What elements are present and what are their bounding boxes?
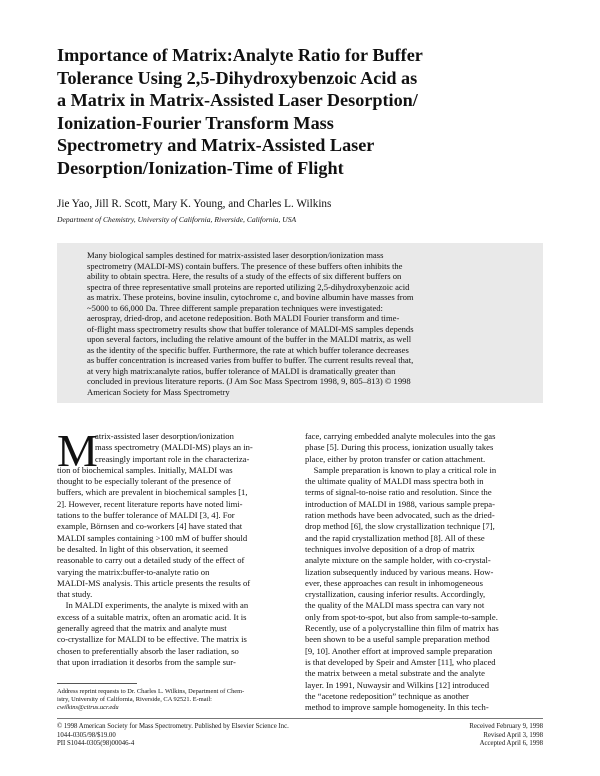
abstract-line: spectra of three representative small proteins are reported utilizing 2,5-dihydroxybenzoic acid	[87, 281, 410, 292]
body-line: thought to be especially tolerant of the presence of	[57, 476, 231, 487]
received-date: Received February 9, 1998	[469, 723, 543, 730]
body-line: tations to the buffer tolerance of MALDI [3, 4]. For	[57, 510, 235, 521]
abstract-line: American Society for Mass Spectrometry	[87, 386, 230, 397]
body-line: excess of a suitable matrix, often an aromatic acid. It is	[57, 611, 247, 622]
body-line: example, Börnsen and co-workers [4] have stated that	[57, 521, 243, 532]
body-column-left	[57, 425, 289, 668]
abstract-line: ability to obtain spectra. Here, the results of a study of the effects of six different buffers on	[87, 271, 402, 281]
body-line: MALDI samples containing >100 mM of buffer should	[57, 532, 248, 543]
abstract-line: at very high matrix:analyte ratios, buffer tolerance of MALDI is dramatically greater than	[87, 365, 396, 376]
body-line: introduction of MALDI in 1988, various sample prepa-	[305, 498, 495, 509]
abstract-box	[57, 243, 543, 403]
body-line: face, carrying embedded analyte molecules into the gas	[305, 431, 496, 441]
body-column-right	[305, 431, 537, 713]
body-line: the matrix between a metal substrate and the analyte	[305, 668, 485, 679]
footer-divider	[57, 718, 543, 719]
body-line: the quality of the MALDI mass spectra can vary not	[305, 600, 485, 611]
body-line: analyte mixture on the sample holder, with co-crystal-	[305, 555, 491, 566]
abstract-line: concluded in previous literature reports. (J Am Soc Mass Spectrom 1998, 9, 805–813) © 1998	[87, 376, 411, 386]
body-line: co-crystallize for MALDI to be effective. The matrix is	[57, 634, 247, 645]
body-line: atrix-assisted laser desorption/ionization	[95, 431, 234, 441]
body-line: terms of signal-to-noise ratio and resolution. Since the	[305, 487, 492, 498]
body-line: been shown to be a useful sample preparation method	[305, 634, 490, 645]
body-line: is that developed by Speir and Amster [11], who placed	[305, 656, 496, 667]
drop-cap: M	[57, 425, 98, 476]
abstract-text	[87, 250, 517, 397]
revised-date: Revised April 3, 1998	[483, 731, 543, 739]
affiliation: Department of Chemistry, University of California, Riverside, California, USA	[57, 215, 297, 224]
body-line: the “acetone redeposition” technique as another	[305, 690, 469, 701]
abstract-line: as the identity of the specific buffer. Furthermore, the rate at which buffer tolerance decreases	[87, 344, 409, 355]
body-line: reasonable to carry out a detailed study of the effect of	[57, 555, 245, 566]
abstract-line: upon several factors, including the relative amount of the buffer in the MALDI matrix, as well	[87, 334, 412, 344]
body-line: phase [5]. During this process, ionization usually takes	[305, 442, 494, 453]
body-line: In MALDI experiments, the analyte is mixed with an	[57, 600, 249, 611]
body-line: the ultimate quality of MALDI mass spectra both in	[305, 476, 484, 487]
title-line: Tolerance Using 2,5-Dihydroxybenzoic Acid as	[57, 67, 418, 88]
footnote	[57, 688, 289, 712]
body-line: drop method [6], the slow crystallization technique [7],	[305, 521, 495, 532]
article-title	[57, 44, 557, 180]
issn-line: 1044-0305/98/$19.00	[57, 731, 116, 739]
abstract-line: of-flight mass spectrometry results show that buffer tolerance of MALDI-MS samples depends	[87, 323, 414, 334]
body-line: ration methods have been advocated, such as the dried-	[305, 510, 495, 521]
body-line: layer. In 1991, Nuwaysir and Wilkins [12] introduced	[305, 679, 489, 690]
body-line: chosen to preferentially absorb the laser radiation, so	[57, 645, 239, 656]
body-line: that upon irradiation it desorbs from the sample sur-	[57, 656, 236, 667]
copyright-line: © 1998 American Society for Mass Spectrometry. Published by Elsevier Science Inc.	[57, 723, 289, 730]
title-line: a Matrix in Matrix-Assisted Laser Desorption/	[57, 90, 418, 111]
title-line: Spectrometry and Matrix-Assisted Laser	[57, 135, 375, 156]
body-line: that study.	[57, 589, 93, 600]
body-line: ever, these approaches can result in inhomogeneous	[305, 577, 483, 588]
body-line: tion of biochemical samples. Initially, MALDI was	[57, 464, 233, 475]
body-line: creasingly important role in the characteriza-	[95, 453, 250, 464]
abstract-line: ~5000 to 66,000 Da. Three different sample preparation techniques were investigated:	[87, 302, 383, 313]
body-line: only from spot-to-spot, but also from sample-to-sample.	[305, 611, 498, 622]
body-line: method to improve sample homogeneity. In this tech-	[305, 702, 489, 713]
dates-block	[469, 723, 543, 749]
body-line: 2]. However, recent literature reports have noted limi-	[57, 498, 243, 509]
body-line: varying the matrix:buffer-to-analyte ratio on	[57, 566, 210, 577]
abstract-line: aerospray, dried-drop, and acetone redeposition. Both MALDI Fourier transform and time-	[87, 313, 400, 323]
title-line: Desorption/Ionization-Time of Flight	[57, 157, 344, 178]
pii-line: PII S1044-0305(98)00046-4	[57, 740, 135, 748]
abstract-line: as buffer concentration is increased varies from buffer to buffer. The current results reveal that,	[87, 355, 414, 365]
body-line: place, either by proton transfer or cation attachment.	[305, 453, 486, 464]
abstract-line: as matrix. These proteins, bovine insulin, cytochrome c, and bovine albumin have masses from	[87, 292, 414, 302]
footnote-line: Address reprint requests to Dr. Charles L. Wilkins, Department of Chem-	[57, 688, 245, 695]
title-line: Ionization-Fourier Transform Mass	[57, 112, 334, 133]
accepted-date: Accepted April 6, 1998	[479, 740, 543, 748]
body-line: lization subsequently induced by various means. How-	[305, 566, 494, 577]
body-line: techniques involve deposition of a drop of matrix	[305, 543, 475, 554]
footnote-line: istry, University of California, Riverside, CA 92521. E-mail:	[57, 696, 212, 703]
author-list: Jie Yao, Jill R. Scott, Mary K. Young, and Charles L. Wilkins	[57, 198, 332, 210]
footnote-email: cwilkins@citrus.ucr.edu	[57, 704, 119, 711]
abstract-line: Many biological samples destined for matrix-assisted laser desorption/ionization mass	[87, 250, 384, 260]
copyright-block	[57, 723, 289, 749]
body-line: crystallization, causing inferior results. Accordingly,	[305, 589, 486, 600]
body-line: mass spectrometry (MALDI-MS) plays an in-	[95, 442, 253, 453]
body-line: generally agreed that the matrix and analyte must	[57, 623, 227, 634]
abstract-line: spectrometry (MALDI-MS) contain buffers. The presence of these buffers often inhibits the	[87, 260, 403, 271]
body-line: MALDI-MS analysis. This article presents the results of	[57, 577, 251, 588]
body-line: [9, 10]. Another effort at improved sample preparation	[305, 645, 493, 656]
body-line: Sample preparation is known to play a critical role in	[305, 464, 497, 475]
body-line: be desalted. In light of this observation, it seemed	[57, 543, 228, 554]
title-line: Importance of Matrix:Analyte Ratio for Buffer	[57, 45, 423, 65]
body-line: and the rapid crystallization method [8]. All of these	[305, 532, 485, 543]
body-line: Recently, use of a polycrystalline thin film of matrix has	[305, 623, 499, 634]
footnote-divider	[57, 683, 137, 684]
body-line: buffers, which are prevalent in biochemical samples [1,	[57, 487, 248, 498]
